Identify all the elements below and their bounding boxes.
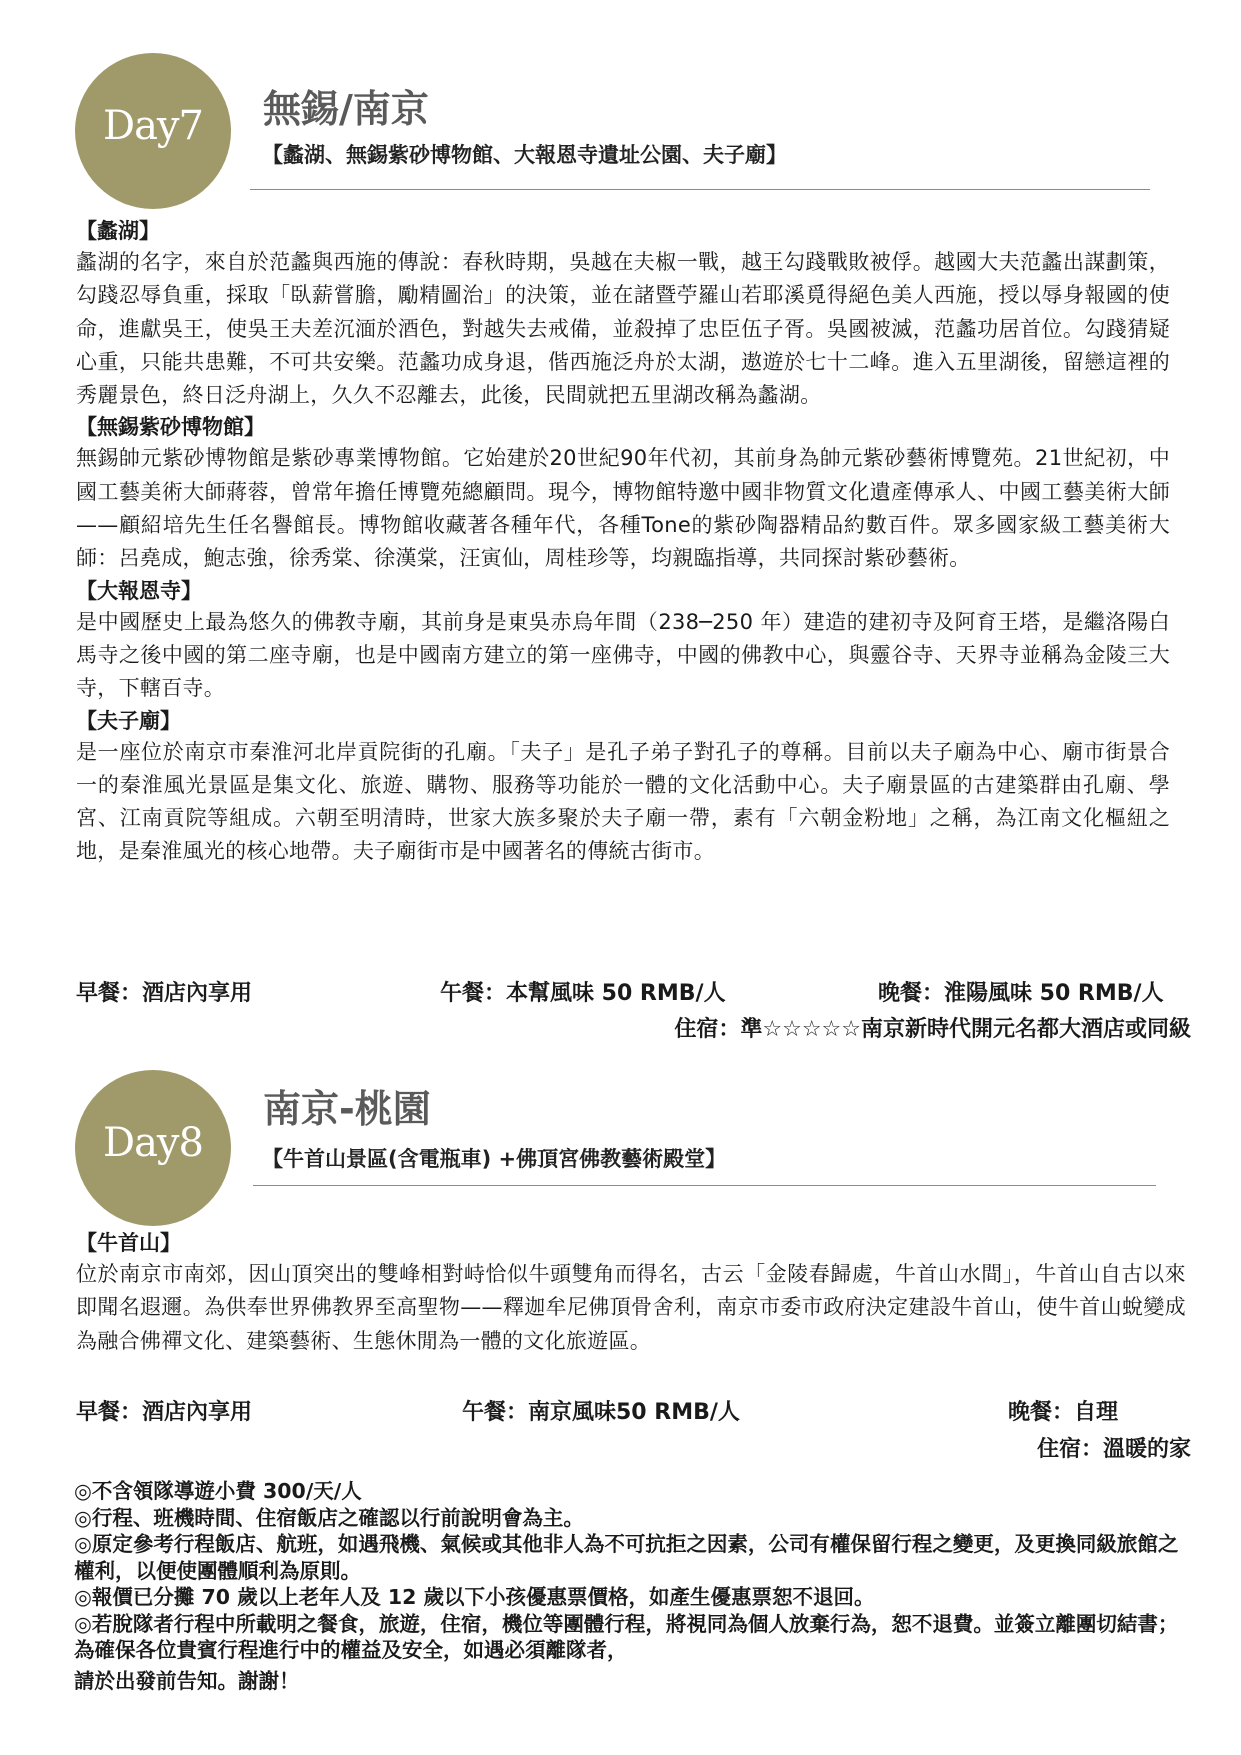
day7-breakfast: 早餐：酒店內享用: [76, 981, 253, 1006]
day8-divider: [253, 1185, 1156, 1186]
section-text: 蠡湖的名字，來自於范蠡與西施的傳說：春秋時期，吳越在夫椒一戰，越王勾踐戰敗被俘。越國大夫范蠡出謀劃策，勾踐忍辱負重，採取「臥薪嘗膽，勵精圖治」的決策，並在諸暨苧羅山若耶溪覓得絕色美人西施，授以辱身報國的使命，進獻吳王，使吳王夫差沉湎於酒色，對越失去戒備，並殺掉了忠臣伍子胥。吳國被滅，范蠡功居首位。勾踐猜疑心重，只能共患難，不可共安樂。范蠡功成身退，偕西施泛舟於太湖，遨遊於七十二峰。進入五里湖後，留戀這裡的秀麗景色，終日泛舟湖上，久久不忍離去，此後，民間就把五里湖改稱為蠡湖。: [76, 250, 1170, 408]
day8-subtitle: 【牛首山景區(含電瓶車) +佛頂宮佛教藝術殿堂】: [262, 1147, 727, 1171]
day7-badge-label: Day7: [103, 103, 203, 149]
section-title: 【蠡湖】: [76, 219, 160, 243]
note-item: ◎報價已分攤 70 歲以上老年人及 12 歲以下小孩優惠票價格，如產生優惠票恕不退回。: [74, 1585, 875, 1609]
note-item: ◎行程、班機時間、住宿飯店之確認以行前說明會為主。: [74, 1505, 584, 1530]
day7-divider: [250, 189, 1150, 190]
section-text: 無錫帥元紫砂博物館是紫砂專業博物館。它始建於20世紀90年代初，其前身為帥元紫砂藝術博覽苑。21世紀初，中國工藝美術大師蔣蓉，曾常年擔任博覽苑總顧問。現今，博物館特邀中國非物質文化遺產傳承人、中國工藝美術大師——顧紹培先生任名譽館長。博物館收藏著各種年代，各種Tone的紫砂陶器精品約數百件。眾多國家級工藝美術大師：呂堯成，鮑志強，徐秀棠、徐漢棠，汪寅仙，周桂珍等，均親臨指導，共同探討紫砂藝術。: [76, 446, 1170, 571]
note-item: ◎不含領隊導遊小費 300/天/人: [74, 1479, 362, 1503]
day7-hotel: 住宿：準☆☆☆☆☆南京新時代開元名都大酒店或同級: [674, 1017, 1191, 1042]
section-text: 是中國歷史上最為悠久的佛教寺廟，其前身是東吳赤烏年間（238─250 年）建造的建初寺及阿育王塔，是繼洛陽白馬寺之後中國的第二座寺廟，也是中國南方建立的第一座佛寺，中國的佛教中心，與靈谷寺、天界寺並稱為金陵三大寺，下轄百寺。: [76, 609, 1170, 701]
day7-content: [76, 216, 1170, 869]
section-text: 位於南京市南郊，因山頂突出的雙峰相對峙恰似牛頭雙角而得名，古云「金陵春歸處，牛首山水間」，牛首山自古以來即聞名遐邇。為供奉世界佛教界至高聖物——釋迦牟尼佛頂骨舍利，南京市委市政府決定建設牛首山，使牛首山蛻變成為融合佛禪文化、建築藝術、生態休閒為一體的文化旅遊區。: [76, 1262, 1186, 1353]
note-item: ◎若脫隊者行程中所載明之餐食，旅遊，住宿，機位等團體行程，將視同為個人放棄行為，恕不退費。並簽立離團切結書；為確保各位貴賓行程進行中的權益及安全，如遇必須離隊者，: [74, 1611, 1179, 1662]
day8-hotel: 住宿：溫暖的家: [1036, 1437, 1191, 1462]
day7-subtitle: 【蠡湖、無錫紫砂博物館、大報恩寺遺址公園、夫子廟】: [262, 143, 787, 167]
day7-dinner: 晚餐：淮陽風味 50 RMB/人: [878, 981, 1164, 1006]
day8-title: 南京-桃園: [263, 1087, 431, 1131]
day7-lunch: 午餐：本幫風味 50 RMB/人: [440, 981, 726, 1006]
notes-block: [74, 1478, 1184, 1694]
day8-dinner: 晚餐：自理: [1008, 1400, 1119, 1425]
section-title: 【無錫紫砂博物館】: [76, 415, 265, 440]
section-title: 【牛首山】: [76, 1231, 181, 1255]
day7-title: 無錫/南京: [263, 87, 429, 131]
day8-breakfast: 早餐：酒店內享用: [76, 1400, 253, 1425]
day8-badge-label: Day8: [103, 1120, 203, 1166]
note-item: 請於出發前告知。謝謝！: [74, 1668, 300, 1693]
day8-badge: [75, 1070, 231, 1226]
section-title: 【大報恩寺】: [76, 578, 202, 603]
section-text: 是一座位於南京市秦淮河北岸貢院街的孔廟。「夫子」是孔子弟子對孔子的尊稱。目前以夫子廟為中心、廟市街景合一的秦淮風光景區是集文化、旅遊、購物、服務等功能於一體的文化活動中心。夫子廟景區的古建築群由孔廟、學宮、江南貢院等組成。六朝至明清時，世家大族多聚於夫子廟一帶，素有「六朝金粉地」之稱，為江南文化樞紐之地，是秦淮風光的核心地帶。夫子廟街市是中國著名的傳統古街市。: [76, 739, 1170, 864]
section-title: 【夫子廟】: [76, 708, 181, 733]
day8-content: [76, 1228, 1186, 1358]
day8-lunch: 午餐：南京風味50 RMB/人: [462, 1400, 740, 1425]
note-item: ◎原定參考行程飯店、航班，如遇飛機、氣候或其他非人為不可抗拒之因素，公司有權保留行程之變更，及更換同級旅館之權利，以便使團體順利為原則。: [74, 1532, 1179, 1583]
day7-badge: [75, 53, 231, 209]
